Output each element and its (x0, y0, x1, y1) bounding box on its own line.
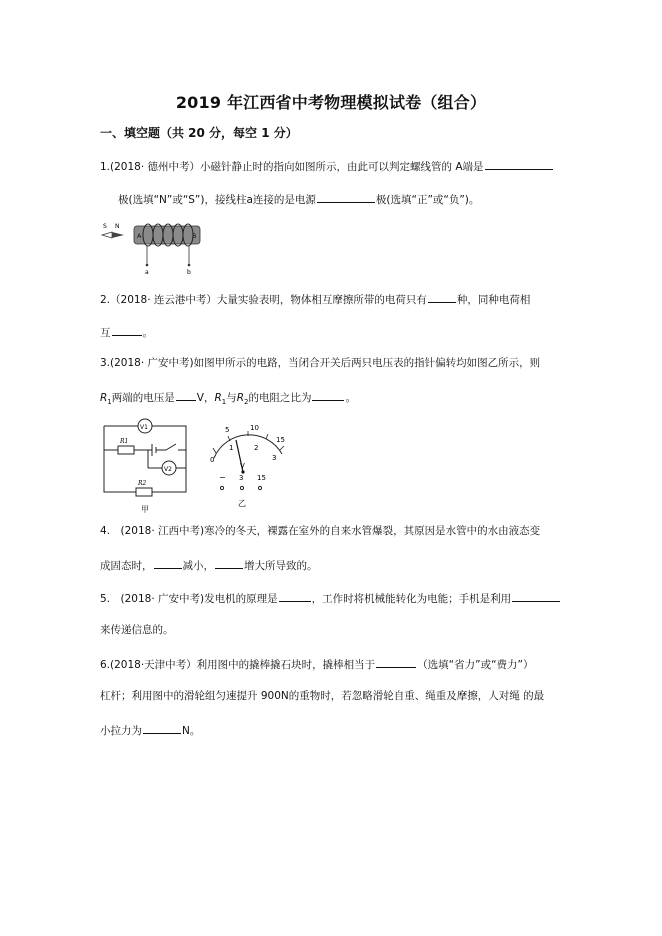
r1-symbol: R (100, 392, 108, 404)
q4-blank-1[interactable] (154, 557, 182, 569)
q5-line2: 来传递信息的。 (100, 624, 174, 636)
q4-text-2a: 成固态时， (100, 560, 153, 572)
resistor-r2 (136, 488, 152, 496)
q6-line3 (100, 722, 200, 738)
resistor-r1 (118, 446, 134, 454)
q3-text-2c: 与 (226, 392, 237, 404)
q2-text-1b: 种，同种电荷相 (456, 294, 531, 306)
q3-line2 (100, 389, 356, 409)
terminal-minus: − (219, 473, 226, 482)
terminal-3: 3 (239, 474, 244, 482)
q1-line1 (100, 158, 554, 174)
q6-text-1b: （选填“省力”或“费力”） (417, 659, 534, 671)
solenoid-end-a: A (137, 232, 142, 240)
q2-line2 (100, 324, 153, 340)
scale-top-10: 10 (250, 424, 259, 432)
q6-blank-1[interactable] (376, 656, 416, 668)
compass-s-label: S (103, 223, 107, 230)
r1-label: R1 (120, 438, 129, 445)
q4-blank-2[interactable] (215, 557, 243, 569)
q4-text-2c: 增大所导致的。 (244, 560, 318, 572)
q1-line2 (118, 191, 479, 207)
scale-top-15: 15 (276, 436, 285, 444)
q6-line1 (100, 656, 533, 672)
circuit-figure (100, 418, 195, 500)
scale-top-5: 5 (225, 426, 230, 434)
r1-subscript-2: 1 (221, 398, 227, 407)
scale-bottom-2: 2 (254, 444, 259, 452)
v2-label: V2 (164, 466, 172, 473)
q2-text-2b: 。 (142, 327, 153, 339)
voltmeter-dial-figure (202, 420, 292, 515)
scale-bottom-0: 0 (210, 456, 215, 464)
q6-line2: 杠杆；利用图中的滑轮组匀速提升 900N的重物时，若忽略滑轮自重、绳重及摩擦，人对绳 的最 (100, 690, 545, 702)
q3-text-2d: 的电阻之比为 (248, 392, 312, 404)
terminal-b-label: b (187, 269, 191, 276)
label-yi: 乙 (238, 499, 246, 508)
q4-line2 (100, 557, 318, 573)
q6-text-1a: 6.(2018·天津中考）利用图中的撬棒撬石块时，撬棒相当于 (100, 659, 376, 671)
terminal-a-label: a (145, 269, 149, 276)
q3-text-2a: 两端的电压是 (111, 392, 175, 404)
q2-text-2a: 互 (100, 327, 111, 339)
scale-bottom-3: 3 (272, 454, 277, 462)
q5-text-1a: 5. (2018· 广安中考)发电机的原理是 (100, 593, 278, 605)
section-heading: 一、填空题（共 20 分，每空 1 分） (100, 126, 298, 140)
v1-label: V1 (140, 424, 148, 431)
r2-symbol: R (236, 392, 245, 404)
q5-blank-2[interactable] (512, 590, 560, 602)
q2-line1 (100, 291, 530, 307)
r2-subscript: 2 (244, 398, 249, 407)
r1-subscript: 1 (107, 398, 112, 407)
q3-text-2e: 。 (345, 392, 356, 404)
q5-text-1b: ，工作时将机械能转化为电能；手机是利用 (311, 593, 512, 605)
q5-line1 (100, 590, 561, 606)
r1-symbol-2: R (214, 392, 222, 404)
page-title: 2019 年江西省中考物理模拟试卷（组合） (175, 93, 487, 112)
q3-line1: 3.(2018· 广安中考)如图甲所示的电路，当闭合开关后两只电压表的指针偏转均如图乙所示，则 (100, 357, 541, 369)
q3-blank-2[interactable] (312, 389, 344, 401)
q5-blank-1[interactable] (279, 590, 311, 602)
q1-text-2a: 极(选填“N”或“S”)，接线柱a连接的是电源 (118, 194, 316, 206)
q1-text-2b: 极(选填“正”或“负”)。 (375, 194, 480, 206)
r2-label: R2 (138, 480, 147, 487)
scale-bottom-1: 1 (229, 444, 234, 452)
label-jia: 甲 (141, 505, 149, 514)
q4-line1: 4. (2018· 江西中考)寒冷的冬天，裸露在室外的自来水管爆裂，其原因是水管中的水由液态变 (100, 525, 541, 537)
compass-n-label: N (115, 223, 120, 230)
q2-blank-1[interactable] (428, 291, 456, 303)
compass-needle-icon (102, 232, 124, 238)
q3-blank-1[interactable] (176, 389, 196, 401)
q6-blank-2[interactable] (143, 722, 181, 734)
terminal-15: 15 (257, 474, 266, 482)
solenoid-figure (100, 218, 210, 276)
q1-blank-2[interactable] (317, 191, 375, 203)
q1-text: 1.(2018· 德州中考）小磁针静止时的指向如图所示，由此可以判定螺线管的 A端是 (100, 161, 484, 173)
dial-unit: V (240, 462, 245, 470)
q2-blank-2[interactable] (112, 324, 142, 336)
q1-blank-1[interactable] (485, 158, 553, 170)
q4-text-2b: 减小， (182, 560, 214, 572)
q6-text-3a: 小拉力为 (100, 725, 142, 737)
q6-text-3b: N。 (182, 725, 201, 737)
solenoid-end-b: B (192, 232, 197, 240)
q2-text-1a: 2.（2018· 连云港中考）大量实验表明，物体相互摩擦所带的电荷只有 (100, 294, 427, 306)
q3-text-2b: V， (196, 392, 215, 404)
